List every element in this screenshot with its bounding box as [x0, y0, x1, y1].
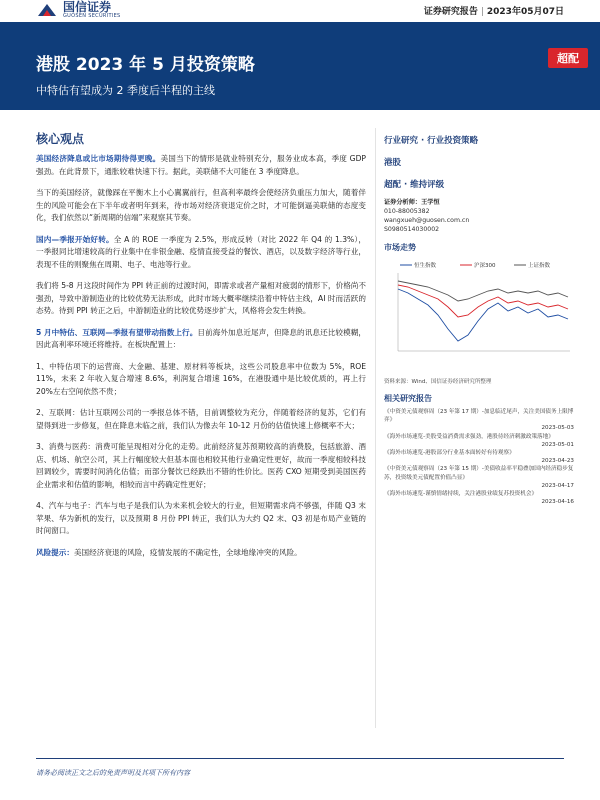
rating-label: 超配 · 维持评级 — [384, 180, 445, 190]
analyst-license: S0980514030002 — [384, 226, 440, 233]
legend-1: 恒生指数 — [414, 263, 437, 269]
chart-title: 市场走势 — [384, 243, 416, 252]
analyst-phone: 010-88005382 — [384, 208, 430, 215]
related-item[interactable]: 《中资美元债观察周（23 年第 17 期）-加息临近尾声，关注美国债务上限博弈》 2023-05-03 — [384, 409, 574, 432]
title-banner — [0, 22, 600, 110]
header-meta: 证券研究报告 | 2023年05月07日 — [423, 7, 564, 17]
paragraph-9: 4、汽车与电子：汽车与电子是我们认为未来机会较大的行业，但短期需求尚不够强，伴随 Q3 末苹果、华为新机的发行，以及预期 8 月份 PPI 转正，我们认为大约 Q2 末、Q3 初是布局产业链的时间窗口。 — [36, 501, 366, 535]
guosen-logo-icon — [36, 2, 58, 18]
top-bar — [0, 0, 600, 22]
chart-source: 资料来源：Wind、国信证券经济研究所整理 — [384, 379, 492, 385]
paragraph-6: 1、中特估项下的运营商、大金融、基建、原材料等板块，这些公司股息率中位数为 5%，ROE 11%，未来 2 年收入复合增速 8.6%，利润复合增速 16%，在港股通中是比较优质的，再上行 20%左右空间依然不贵； — [36, 361, 366, 396]
market-trend-chart — [384, 259, 574, 369]
related-item[interactable]: 《海外市场速览-港股部分行业基本面转好有待观察》 2023-04-23 — [384, 450, 574, 465]
logo — [36, 0, 121, 20]
market-label: 港股 — [384, 158, 402, 168]
paragraph-4: 我们将 5-8 月这段时间作为 PPI 转正前的过渡时间，即需求或者产量相对疲弱的情形下，价格尚不强劲，导致中游制造业的比较优势无法形成，此时市场大概率继续沿着中特估主线，AI 时而活跃的态势。待到 PPI 转正之后，中游制造业的比较优势逐步扩大，风格将会发生转换。 — [36, 281, 366, 315]
paragraph-3: 国内—季报开始好转。全 A 的 ROE 一季度为 2.5%，形成反转（对比 2022 年 Q4 的 1.3%），一季报同比增速较高的行业集中在非银金融、疫情直接受益的餐饮、酒店，以及数字经济等行业，表现不佳的则聚焦在周期、电子、电池等行业。 — [36, 234, 366, 269]
logo-text-en: GUOSEN SECURITIES — [63, 13, 121, 19]
chart-legend — [400, 261, 551, 269]
related-item[interactable]: 《海外市场速览-美股受益消费需求强劲，港股待经济刺激政策落地》 2023-05-01 — [384, 433, 574, 448]
report-type: 证券研究报告 — [423, 7, 478, 17]
report-title: 港股 2023 年 5 月投资策略 — [36, 55, 255, 75]
main-column — [36, 130, 366, 568]
paragraph-5: 5 月中特估、互联网—季报有望带动指数上行。目前海外加息近尾声，但降息的讯息还比较模糊，因此高利率环境还将维持。在板块配置上： — [36, 327, 366, 349]
column-divider — [375, 128, 376, 728]
paragraph-2: 当下的美国经济，就像踩在平衡木上小心翼翼前行，但高利率最终会使经济负重压力加大，随着伴生的风险可能会在下半年或者明年到来，待市场对经济衰退定价之时，才可能倒逼美联储的态度变化，我们依然以“新周期的信端”来观察其节奏。 — [36, 188, 366, 222]
series-hsi — [398, 289, 568, 341]
paragraph-8: 3、消费与医药：消费可能呈现相对分化的走势。此前经济复苏预期较高的消费股，包括旅游、酒店、机场、航空公司，其上行幅度较大但基本面也相较其他行业确定性更好，故而一季度相较科技回调较少，需要时间消化估值；而部分餐饮已经跌出不错的性价比。医药 CXO 短期受到美国医药企业需求和估值的影响，相较而言中药确定性更好； — [36, 442, 366, 489]
footer-divider — [36, 758, 564, 759]
section-title: 核心观点 — [36, 132, 85, 146]
related-list — [384, 408, 574, 506]
logo-text-cn: 国信证券 — [63, 0, 112, 14]
paragraph-10: 风险提示：美国经济衰退的风险，疫情发展的不确定性，全球地缘冲突的风险。 — [36, 547, 302, 557]
legend-3: 上证指数 — [528, 263, 551, 269]
legend-2: 沪深300 — [474, 263, 496, 269]
rating-badge: 超配 — [548, 48, 588, 68]
report-subtitle: 中特估有望成为 2 季度后半程的主线 — [36, 84, 215, 97]
report-date: 2023年05月07日 — [486, 7, 564, 17]
footer-disclaimer: 请务必阅读正文之后的免责声明及其项下所有内容 — [36, 769, 190, 777]
paragraph-1: 美国经济降息或比市场期待得更晚。美国当下的情形是就业特别充分，服务业成本高，季度 GDP 强劲。在此背景下，通胀较难快速下行。据此，美联储不大可能在 3 季度降息。 — [36, 154, 366, 176]
series-shci — [398, 281, 568, 301]
analyst-email: wangxueh@guosen.com.cn — [384, 217, 470, 224]
analyst-name: 证券分析师：王学恒 — [384, 199, 440, 206]
paragraph-7: 2、互联网：估计互联网公司的一季报总体不错，目前调整较为充分，伴随着经济的复苏，它们有望得到进一步修复，但在降息未临之前，我们认为像去年 10-12 月份的估值快速上修概率不大； — [36, 408, 366, 430]
side-column — [384, 134, 574, 506]
related-item[interactable]: 《中资美元债观察周（23 年第 15 期）-美债收益率平稳叠加国内经济稳步复苏，投资级美元债配置价值凸显》 2023-04-17 — [384, 466, 574, 489]
industry-label: 行业研究 · 行业投资策略 — [384, 136, 479, 146]
related-title: 相关研究报告 — [384, 394, 432, 403]
related-item[interactable]: 《海外市场速览-谨慎情绪持续，关注港股业绩复苏投资机会》 2023-04-16 — [384, 491, 574, 506]
